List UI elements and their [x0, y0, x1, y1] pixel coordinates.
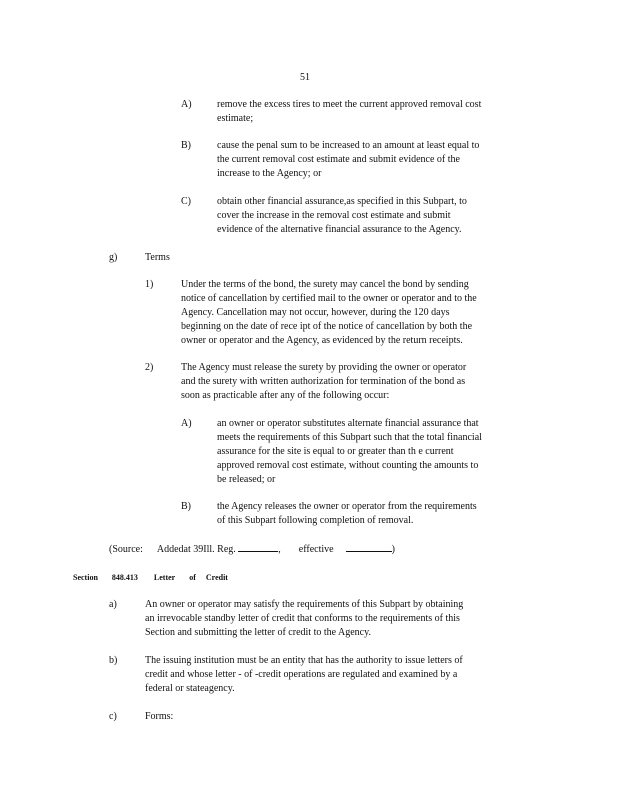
text-line: credit and whose letter - of -credit operations are regulated and examined by a [145, 669, 458, 680]
source-reg: Reg. [217, 544, 236, 555]
page-number: 51 [300, 72, 310, 83]
source-close: ) [391, 544, 395, 555]
list-item-text [217, 195, 467, 237]
list-item-text [217, 139, 479, 181]
source-effective: effective [298, 544, 334, 555]
effective-date-blank [346, 541, 392, 552]
text-line: approved removal cost estimate, without counting the amounts to [217, 460, 479, 471]
text-line: the Agency releases the owner or operator from the requirements [217, 501, 477, 512]
text-line: soon as practicable after any of the following occur: [181, 390, 390, 401]
list-item-text [181, 361, 466, 403]
list-item-label: C) [181, 196, 191, 207]
list-item-heading: Forms: [145, 711, 174, 722]
text-line: notice of cancellation by certified mail to the owner or operator and to the [181, 293, 477, 304]
text-line: remove the excess tires to meet the current approved removal cost [217, 99, 482, 110]
list-item-text [145, 654, 463, 696]
subsection-label: g) [109, 252, 118, 263]
text-line: and the surety with written authorization for termination of the bond as [181, 376, 466, 387]
text-line: of this Subpart following completion of removal. [217, 515, 414, 526]
list-item-label: 2) [145, 362, 154, 373]
text-line: Under the terms of the bond, the surety may cancel the bond by sending [181, 279, 469, 290]
list-item-text [217, 500, 477, 528]
section-word: Section [73, 573, 98, 582]
text-line: evidence of the alternative financial assurance to the Agency. [217, 224, 462, 235]
text-line: the current removal cost estimate and submit evidence of the [217, 154, 460, 165]
text-line: An owner or operator may satisfy the requirements of this Subpart by obtaining [145, 599, 464, 610]
list-item-label: c) [109, 711, 117, 722]
list-item-label: 1) [145, 279, 154, 290]
list-item-label: B) [181, 140, 191, 151]
section-number: 848.413 [111, 573, 138, 582]
text-line: an owner or operator substitutes alternate financial assurance that [217, 418, 479, 429]
text-line: meets the requirements of this Subpart such that the total financial [217, 432, 482, 443]
section-title-word: Credit [205, 573, 228, 582]
list-item-text [217, 417, 482, 487]
text-line: estimate; [217, 113, 254, 124]
source-prefix: (Source: [109, 544, 143, 555]
section-heading [73, 572, 228, 584]
list-item-text [145, 598, 463, 640]
list-item-label: a) [109, 599, 117, 610]
source-note [109, 541, 395, 557]
text-line: owner or operator and the Agency, as evidenced by the return receipts. [181, 335, 463, 346]
list-item-label: A) [181, 99, 192, 110]
section-title-word: of [189, 573, 196, 582]
text-line: increase to the Agency; or [217, 168, 322, 179]
list-item-text [181, 278, 477, 348]
text-line: The Agency must release the surety by providing the owner or operator [181, 362, 467, 373]
source-volume: 39Ill. [193, 544, 215, 555]
text-line: The issuing institution must be an entity that has the authority to issue letters of [145, 655, 463, 666]
source-comma: , [278, 544, 281, 555]
source-addedat: Addedat [156, 544, 191, 555]
text-line: beginning on the date of rece ipt of the notice of cancellation by both the [181, 321, 473, 332]
text-line: obtain other financial assurance,as specified in this Subpart, to [217, 196, 467, 207]
section-title-word: Letter [153, 573, 176, 582]
text-line: cover the increase in the removal cost estimate and submit [217, 210, 451, 221]
text-line: cause the penal sum to be increased to an amount at least equal to [217, 140, 480, 151]
text-line: federal or stateagency. [145, 683, 235, 694]
text-line: Section and submitting the letter of credit to the Agency. [145, 627, 371, 638]
register-blank [238, 541, 278, 552]
text-line: assurance for the site is equal to or greater than th e current [217, 446, 454, 457]
list-item-label: B) [181, 501, 191, 512]
list-item-label: b) [109, 655, 118, 666]
text-line: be released; or [217, 474, 276, 485]
text-line: an irrevocable standby letter of credit that conforms to the requirements of this [145, 613, 460, 624]
list-item-text [217, 98, 481, 126]
text-line: Agency. Cancellation may not occur, however, during the 120 days [181, 307, 450, 318]
list-item-label: A) [181, 418, 192, 429]
subsection-heading: Terms [145, 252, 170, 263]
